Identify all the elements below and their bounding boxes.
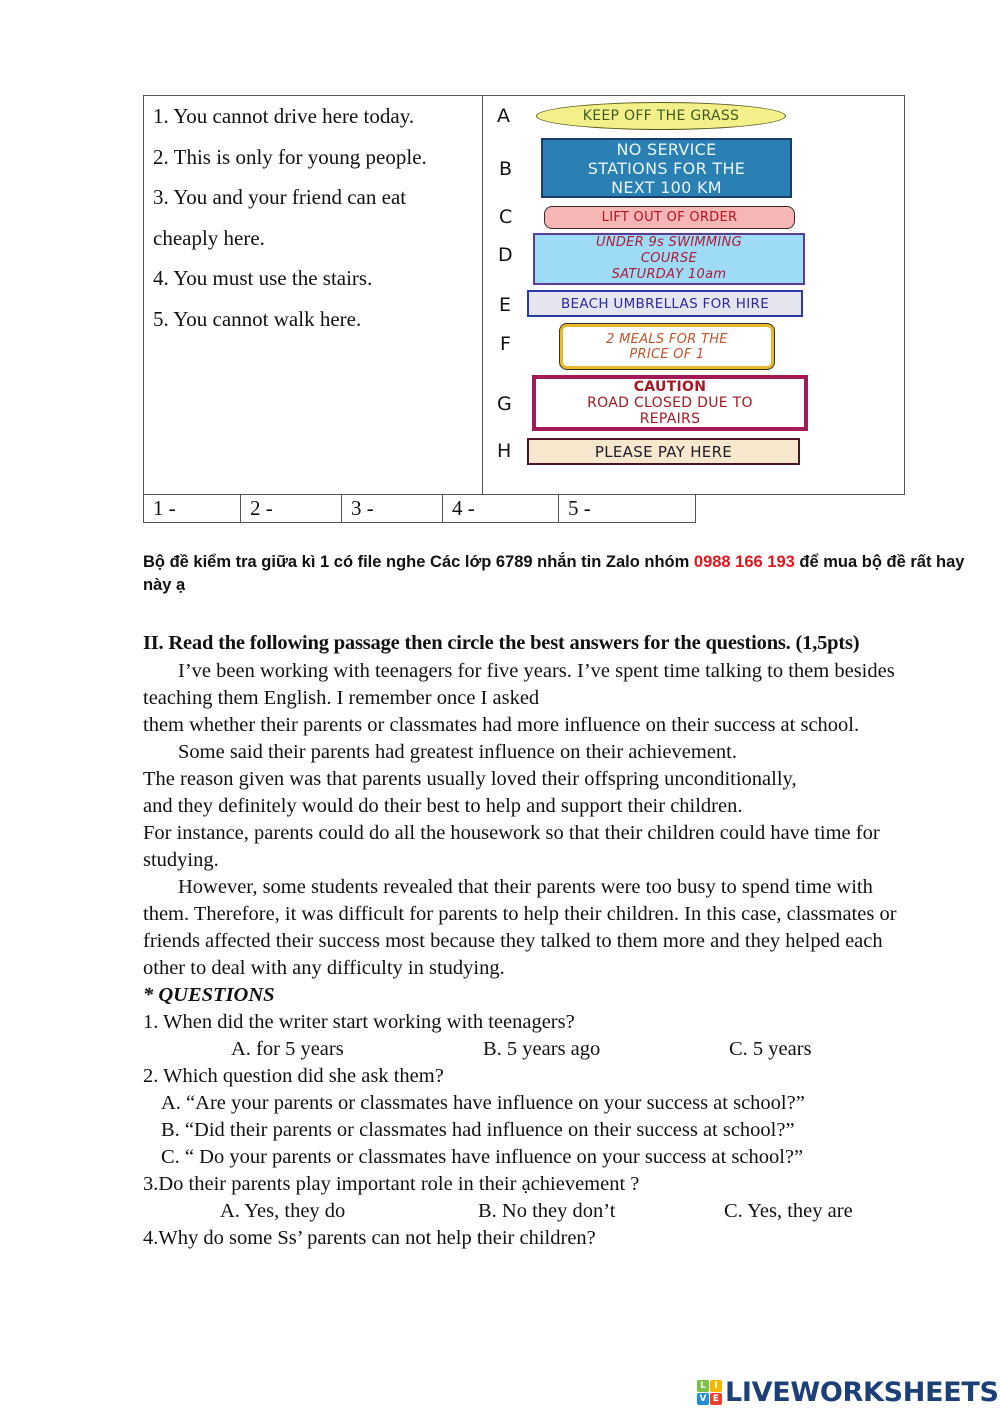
answer-cell-3[interactable]: 3 - (342, 494, 443, 522)
passage-paragraph-1 (143, 658, 913, 712)
statement-2: 2. This is only for young people. (153, 144, 427, 169)
sign-letter-a: A (497, 105, 510, 127)
sign-g-line-3: REPAIRS (639, 411, 701, 427)
passage-text-3: However, some students revealed that their parents were too busy to spend time with them. Therefore, it was difficult for parents to help their children. In this case, classmates or friends affected their success most because they talked to them more and they helped each other to deal with any difficulty in studying. (143, 876, 897, 979)
statement-3-cont: cheaply here. (153, 225, 265, 250)
logo-block-l: L (697, 1380, 709, 1392)
q2-option-a[interactable]: A. “Are your parents or classmates have influence on your success at school?” (161, 1092, 805, 1114)
answer-cell-5[interactable]: 5 - (568, 496, 591, 520)
passage-line-4: and they definitely would do their best to help and support their children. (143, 795, 743, 817)
passage-paragraph-2 (143, 739, 913, 766)
answer-row (143, 494, 696, 523)
promo-notice (143, 551, 983, 597)
sign-b-line-1: NO SERVICE (616, 139, 717, 159)
liveworksheets-logo (697, 1377, 999, 1408)
q2-option-c[interactable]: C. “ Do your parents or classmates have influence on your success at school?” (161, 1146, 804, 1168)
sign-letter-g: G (497, 393, 512, 415)
sign-d-line-3: SATURDAY 10am (611, 267, 727, 282)
sign-c-text: LIFT OUT OF ORDER (601, 209, 738, 225)
logo-block-i: I (710, 1380, 722, 1392)
statement-4: 4. You must use the stairs. (153, 266, 373, 291)
sign-g-line-2: ROAD CLOSED DUE TO (587, 395, 753, 411)
sign-b-line-3: NEXT 100 KM (611, 177, 722, 197)
statement-3: 3. You and your friend can eat (153, 185, 407, 210)
logo-block-e: E (710, 1393, 722, 1405)
question-3-options (143, 1198, 913, 1225)
sign-road-closed (532, 375, 808, 431)
sign-letter-d: D (498, 244, 513, 266)
sign-d-line-1: UNDER 9s SWIMMING (596, 235, 742, 250)
question-1: 1. When did the writer start working with teenagers? (143, 1011, 575, 1033)
section-title: II. Read the following passage then circle the best answers for the questions. (1,5pts) (143, 632, 860, 654)
q2-option-b[interactable]: B. “Did their parents or classmates had influence on their success at school?” (161, 1119, 795, 1141)
question-1-options (143, 1036, 913, 1063)
questions-heading: * QUESTIONS (143, 984, 275, 1006)
question-4: 4.Why do some Ss’ parents can not help their children? (143, 1227, 596, 1249)
q3-option-c[interactable]: C. Yes, they are (724, 1200, 853, 1222)
promo-phone: 0988 166 193 (693, 553, 795, 571)
reading-section (143, 630, 913, 1252)
sign-f-line-2: PRICE OF 1 (629, 346, 705, 362)
logo-block-v: V (697, 1393, 709, 1405)
sign-keep-off-grass (536, 102, 786, 130)
sign-two-meals (560, 324, 774, 369)
sign-b-line-2: STATIONS FOR THE (587, 158, 746, 178)
statements-column (144, 96, 483, 494)
passage-line-2: them whether their parents or classmates had more influence on their success at school. (143, 714, 860, 736)
promo-text: Bộ đề kiểm tra giữa kì 1 có file nghe Các lớp 6789 nhắn tin Zalo nhóm (143, 553, 694, 571)
sign-no-service-stations (541, 138, 792, 198)
matching-table (143, 95, 905, 495)
signs-column (483, 96, 904, 494)
passage-line-3: The reason given was that parents usually loved their offspring unconditionally, (143, 768, 797, 790)
promo-text-end: để mua bộ đề rất hay này ạ (143, 553, 965, 594)
question-2: 2. Which question did she ask them? (143, 1065, 444, 1087)
sign-letter-e: E (499, 294, 512, 316)
q3-option-a[interactable]: A. Yes, they do (220, 1200, 346, 1222)
statement-1: 1. You cannot drive here today. (153, 104, 415, 128)
sign-letter-h: H (497, 440, 512, 462)
question-3: 3.Do their parents play important role in their ạchievement ? (143, 1173, 640, 1195)
sign-beach-umbrellas (527, 290, 803, 317)
statement-5: 5. You cannot walk here. (153, 306, 362, 331)
sign-letter-f: F (500, 333, 511, 355)
q1-option-b[interactable]: B. 5 years ago (483, 1038, 601, 1060)
sign-g-caution: CAUTION (633, 379, 707, 395)
sign-f-line-1: 2 MEALS FOR THE (606, 331, 728, 347)
sign-h-text: PLEASE PAY HERE (594, 442, 733, 461)
logo-text: LIVEWORKSHEETS (725, 1377, 999, 1408)
sign-a-text: KEEP OFF THE GRASS (582, 108, 740, 124)
sign-e-text: BEACH UMBRELLAS FOR HIRE (560, 295, 770, 312)
q1-option-a[interactable]: A. for 5 years (231, 1038, 344, 1060)
sign-letter-b: B (499, 158, 513, 180)
sign-please-pay-here (527, 438, 800, 465)
passage-text-1: I’ve been working with teenagers for five years. I’ve spent time talking to them besides teaching them English. I remember once I asked (143, 660, 895, 709)
logo-blocks-icon (697, 1380, 722, 1405)
q3-option-b[interactable]: B. No they don’t (478, 1200, 616, 1222)
passage-paragraph-3 (143, 874, 913, 982)
q1-option-c[interactable]: C. 5 years (729, 1038, 812, 1060)
passage-text-2: Some said their parents had greatest influence on their achievement. (178, 741, 737, 763)
sign-lift-out-of-order (544, 206, 795, 229)
sign-letter-c: C (499, 206, 513, 228)
sign-d-line-2: COURSE (640, 251, 698, 266)
sign-swimming-course (533, 233, 805, 285)
answer-cell-1[interactable]: 1 - (144, 494, 241, 522)
answer-cell-2[interactable]: 2 - (241, 494, 342, 522)
passage-line-5: For instance, parents could do all the housework so that their children could have time for studying. (143, 822, 880, 871)
answer-cell-4[interactable]: 4 - (443, 494, 559, 522)
